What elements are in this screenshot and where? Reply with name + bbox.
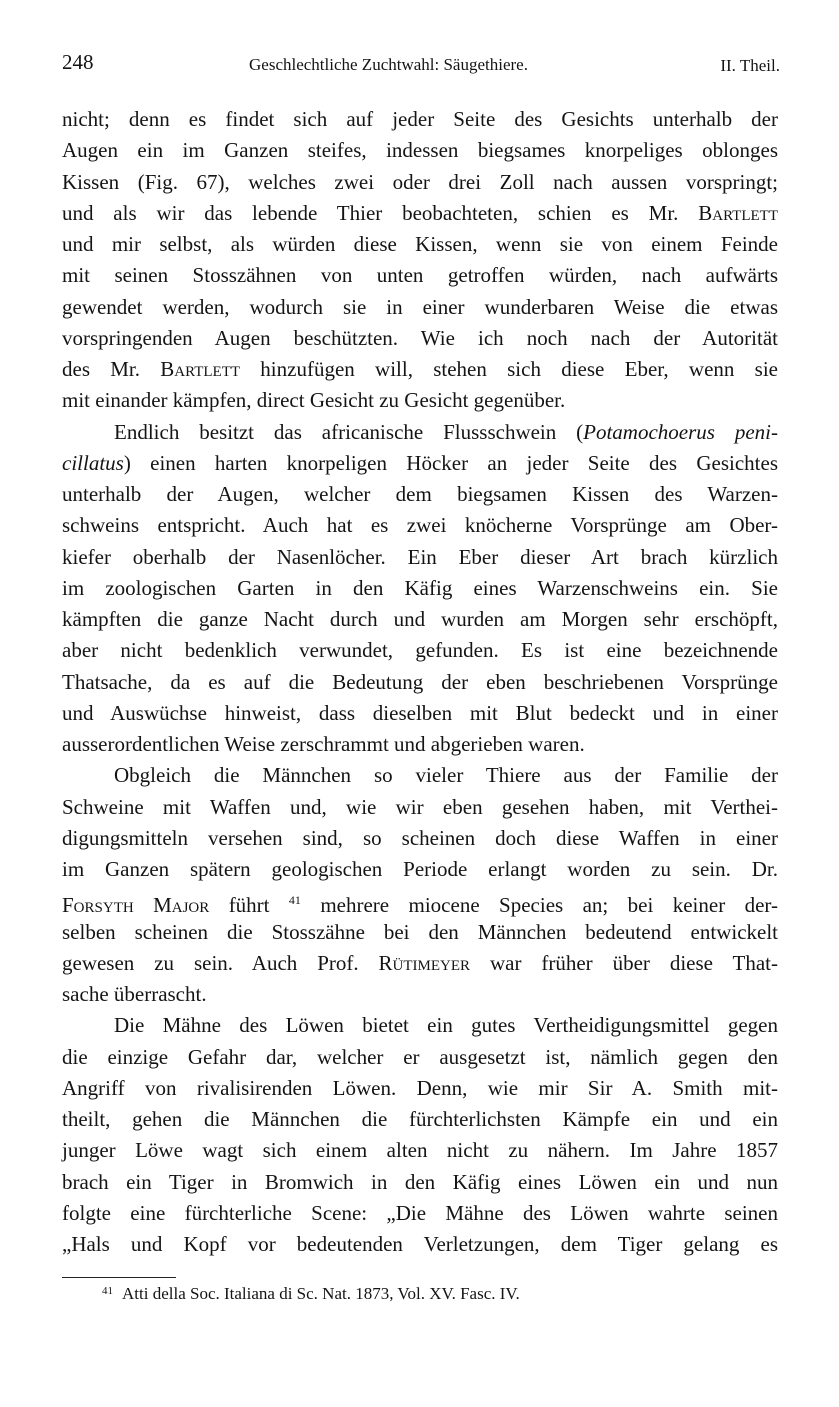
text-line: nicht; denn es findet sich auf jeder Seite des Gesichts unterhalb der [62, 107, 778, 131]
body-text [62, 104, 778, 1260]
text-line: Augen ein im Ganzen steifes, indessen biegsames knorpeliges oblonges [62, 138, 778, 163]
footnote [102, 1284, 520, 1304]
text-line: folgte eine fürchterliche Scene: „Die Mähne des Löwen wahrte seinen [62, 1200, 778, 1225]
running-title: Geschlechtliche Zuchtwahl: Säugethiere. [249, 55, 528, 74]
text-line: Obgleich die Männchen so vieler Thiere aus der Familie der [114, 763, 778, 788]
text-line: mit einander kämpfen, direct Gesicht zu Gesicht gegenüber. [62, 388, 566, 413]
text-line: im Ganzen spätern geologischen Periode erlangt worden zu sein. Dr. [62, 857, 778, 881]
text-line: des Mr. Bartlett hinzufügen will, stehen sich diese Eber, wenn sie [62, 357, 778, 381]
species-name: Potamochoerus peni- [583, 419, 778, 444]
text-line: unterhalb der Augen, welcher dem biegsamen Kissen des Warzen- [62, 482, 778, 506]
text-line: die einzige Gefahr dar, welcher er ausgesetzt ist, nämlich gegen den [62, 1044, 778, 1069]
text-line: und mir selbst, als würden diese Kissen, wenn sie von einem Feinde [62, 232, 778, 256]
footnote-divider [62, 1277, 176, 1278]
text-line: Forsyth Major führt $^{41}$ mehrere miocene Species an; bei keiner der- [62, 893, 778, 918]
text-line: gewendet werden, wodurch sie in einer wunderbaren Weise die etwas [62, 294, 778, 319]
text-line: im zoologischen Garten in den Käfig eines Warzenschweins ein. Sie [62, 575, 778, 600]
text-line: ausserordentlichen Weise zerschrammt und abgerieben waren. [62, 732, 585, 756]
text-line: Schweine mit Waffen und, wie wir eben gesehen haben, mit Verthei- [62, 794, 778, 819]
footnote-marker: 41 [102, 1285, 113, 1297]
text-line: gewesen zu sein. Auch Prof. Rütimeyer war früher über diese That- [62, 950, 778, 975]
text-line: aber nicht bedenklich verwundet, gefunden. Es ist eine bezeichnende [62, 638, 778, 663]
part-label: II. Theil. [720, 56, 780, 75]
text-line: cillatus) einen harten knorpeligen Höcker an jeder Seite des Gesichtes [62, 450, 778, 475]
author-name: Bartlett [698, 200, 778, 225]
page-number: 248 [62, 50, 94, 74]
author-name: Bartlett [160, 357, 241, 381]
text-line: sache überrascht. [62, 982, 207, 1006]
text-line: theilt, gehen die Männchen die fürchterlichsten Kämpfe ein und ein [62, 1107, 778, 1131]
author-name: Forsyth Major [62, 893, 210, 918]
author-name: Rütimeyer [378, 950, 471, 975]
text-line: kiefer oberhalb der Nasenlöcher. Ein Eber dieser Art brach kürzlich [62, 544, 778, 569]
text-line: brach ein Tiger in Bromwich in den Käfig eines Löwen ein und nun [62, 1169, 778, 1194]
footnote-text: Atti della Soc. Italiana di Sc. Nat. 1873, Vol. XV. Fasc. IV. [122, 1284, 520, 1303]
text-line: Die Mähne des Löwen bietet ein gutes Vertheidigungsmittel gegen [114, 1013, 778, 1038]
running-header [62, 50, 780, 80]
text-line: „Hals und Kopf vor bedeutenden Verletzungen, dem Tiger gelang es [62, 1232, 778, 1256]
text-line: junger Löwe wagt sich einem alten nicht zu nähern. Im Jahre 1857 [62, 1138, 778, 1163]
text-line: schweins entspricht. Auch hat es zwei knöcherne Vorsprünge am Ober- [62, 513, 778, 538]
text-line: Thatsache, da es auf die Bedeutung der eben beschriebenen Vorsprünge [62, 669, 778, 694]
text-line: Kissen (Fig. 67), welches zwei oder drei Zoll nach aussen vorspringt; [62, 169, 778, 194]
text-line: Angriff von rivalisirenden Löwen. Denn, wie mir Sir A. Smith mit- [62, 1075, 778, 1100]
text-line: Endlich besitzt das africanische Flussschwein (Potamochoerus peni- [114, 419, 778, 444]
text-line: und Auswüchse hinweist, dass dieselben mit Blut bedeckt und in einer [62, 700, 778, 725]
text-line: vorspringenden Augen beschützten. Wie ich noch nach der Autorität [62, 325, 778, 350]
text-line: selben scheinen die Stosszähne bei den Männchen bedeutend entwickelt [62, 919, 778, 944]
text-line: digungsmitteln versehen sind, so scheinen doch diese Waffen in einer [62, 825, 778, 850]
species-name: cillatus [62, 450, 124, 475]
text-line: kämpften die ganze Nacht durch und wurden am Morgen sehr erschöpft, [62, 607, 778, 631]
text-line: mit seinen Stosszähnen von unten getroffen würden, nach aufwärts [62, 263, 778, 288]
footnote-reference: 41 [288, 893, 301, 908]
text-line: und als wir das lebende Thier beobachteten, schien es Mr. Bartlett [62, 200, 778, 225]
